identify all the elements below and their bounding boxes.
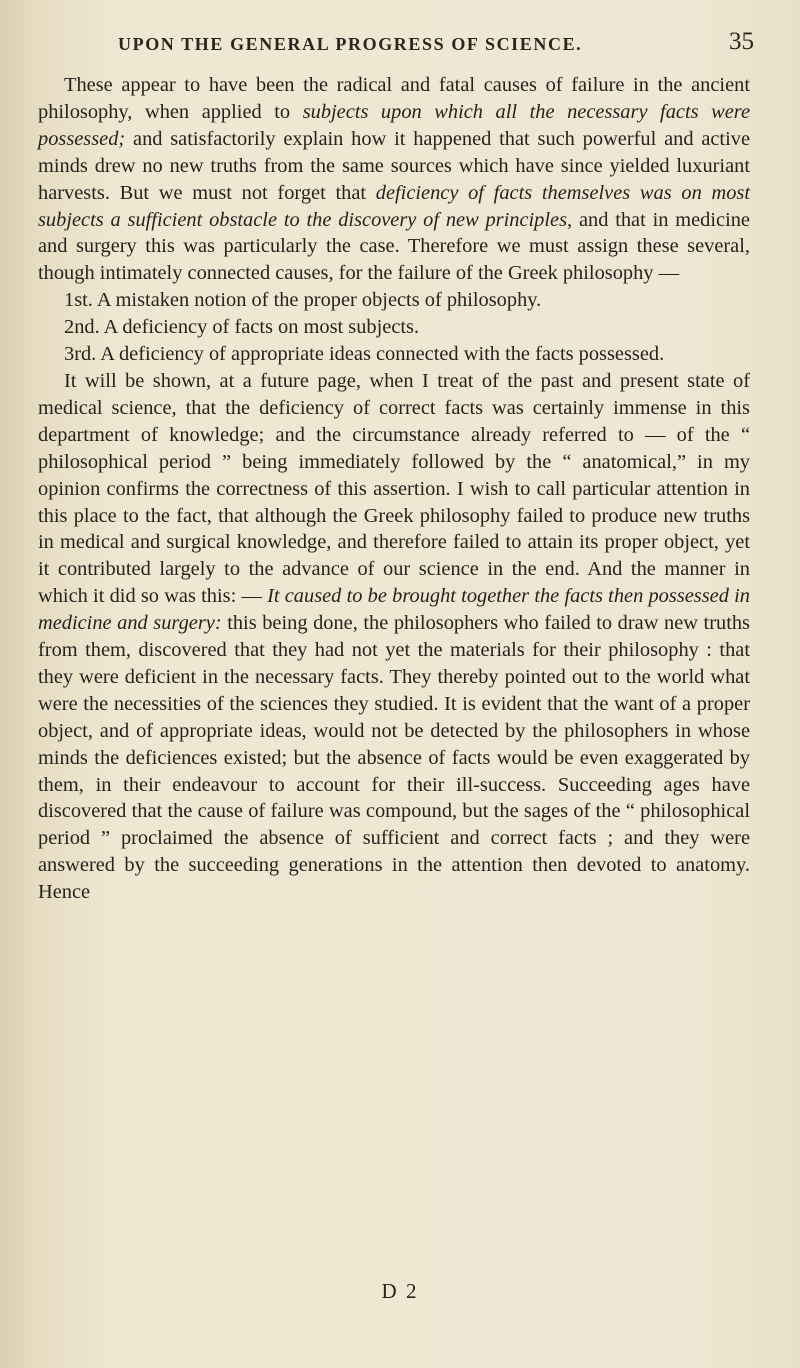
text-run: 1st. A mistaken notion of the proper objects of philosophy. (64, 289, 542, 312)
body-text (38, 72, 750, 906)
running-title: UPON THE GENERAL PROGRESS OF SCIENCE. (118, 34, 583, 54)
list-item (38, 314, 750, 341)
text-run: It will be shown, at a future page, when I treat of the past and present state of medical science, that the deficiency of correct facts was certainly immense in this department of knowledge; and the circumstance already referred to — of the “ philosophical period ” being immediately followed by the “ anatomical,” in my opinion confirms the correctness of this assertion. I wish to call particular attention in this place to the fact, that although the Greek philosophy failed to produce new truths in medical and surgical knowledge, and therefore failed to attain its proper object, yet it contributed largely to the advance of our science in the end. And the manner in which it did so was this: — (38, 369, 750, 608)
text-run: this being done, the philosophers who failed to draw new truths from them, discovered that they had not yet the materials for their philosophy : that they were deficient in the necessary facts. They thereby pointed out to the world what were the necessities of the sciences they studied. It is evident that the want of a proper object, and of appropriate ideas, would not be detected by the philosophers in whose minds the deficiences existed; but the absence of facts would be even exaggerated by them, in their endeavour to account for their ill-success. Succeeding ages have discovered that the cause of failure was compound, but the sages of the “ philosophical period ” proclaimed the absence of sufficient and correct facts ; and they were answered by the succeeding generations in the attention then devoted to anatomy. Hence (38, 612, 750, 904)
italic-text: deficiency of facts themselves was on most subjects a sufficient obstacle to the discovery of new principles, (38, 181, 750, 231)
text-run: These appear to have been the radical and fatal causes of failure in the ancient philosophy, when applied to (38, 74, 750, 123)
text-run: and satisfactorily explain how it happened that such powerful and active minds drew no new truths from the same sources which have since yielded luxuriant harvests. But we must not forget that (38, 127, 750, 204)
text-run: 3rd. A deficiency of appropriate ideas connected with the facts possessed. (64, 343, 665, 366)
paragraph (38, 368, 750, 906)
italic-text: It caused to be brought together the facts then possessed in medicine and surgery: (38, 585, 750, 635)
list-item (38, 287, 750, 314)
list-item (38, 341, 750, 368)
italic-text: subjects upon which all the necessary facts were possessed; (38, 100, 750, 150)
page-number: 35 (729, 28, 754, 55)
paragraph (38, 72, 750, 287)
text-run: 2nd. A deficiency of facts on most subjects. (64, 316, 420, 339)
text-run: and that in medicine and surgery this was particularly the case. Therefore we must assign these several, though intimately connected causes, for the failure of the Greek philosophy — (38, 208, 750, 285)
running-head (0, 26, 800, 66)
signature-mark: D 2 (381, 1279, 419, 1303)
